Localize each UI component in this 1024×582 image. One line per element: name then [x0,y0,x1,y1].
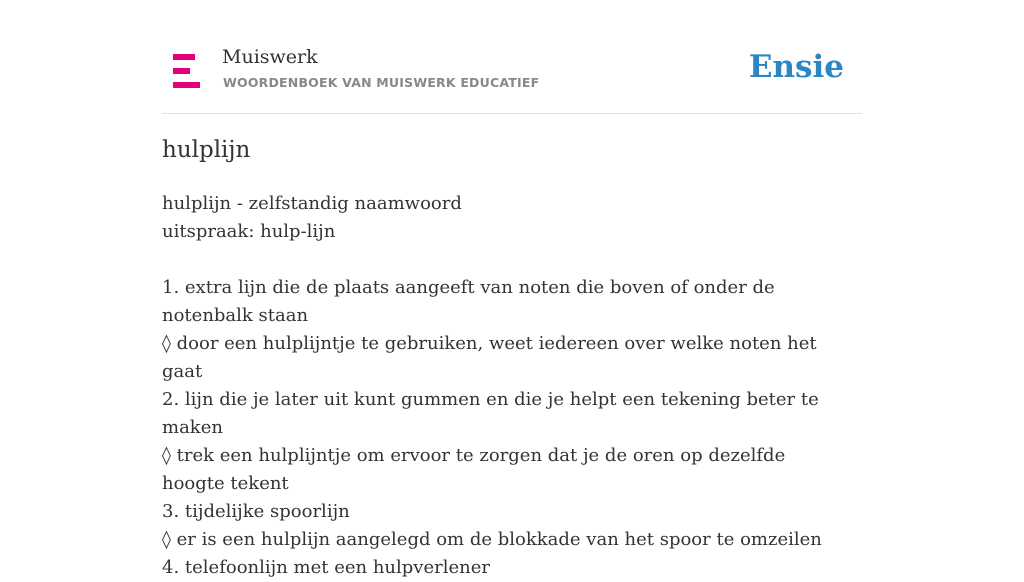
entry-line-example-1: ◊ door een hulplijntje te gebruiken, weet iedereen over welke noten het gaat [162,333,817,382]
entry-line-sense-4: 4. telefoonlijn met een hulpverlener [162,557,490,578]
site-name[interactable]: Muiswerk [222,46,318,68]
entry-definition [162,190,852,582]
entry-line-sense-2: 2. lijn die je later uit kunt gummen en die je helpt een tekening beter te maken [162,389,819,438]
muiswerk-logo-icon[interactable] [173,54,201,88]
entry-line-word-class: hulplijn - zelfstandig naamwoord [162,193,462,214]
entry-line-sense-1: 1. extra lijn die de plaats aangeeft van noten die boven of onder de notenbalk staan [162,277,775,326]
entry-line-sense-3: 3. tijdelijke spoorlijn [162,501,350,522]
entry-line-pronunciation: uitspraak: hulp-lijn [162,221,336,242]
site-subtitle: WOORDENBOEK VAN MUISWERK EDUCATIEF [223,75,540,90]
entry-line-blank [162,246,852,274]
ensie-logo[interactable]: Ensie [748,49,844,85]
site-header [162,0,862,114]
entry-line-example-2: ◊ trek een hulplijntje om ervoor te zorgen dat je de oren op dezelfde hoogte tekent [162,445,786,494]
entry-line-example-3: ◊ er is een hulplijn aangelegd om de blokkade van het spoor te omzeilen [162,529,822,550]
page-title: hulplijn [162,137,251,163]
